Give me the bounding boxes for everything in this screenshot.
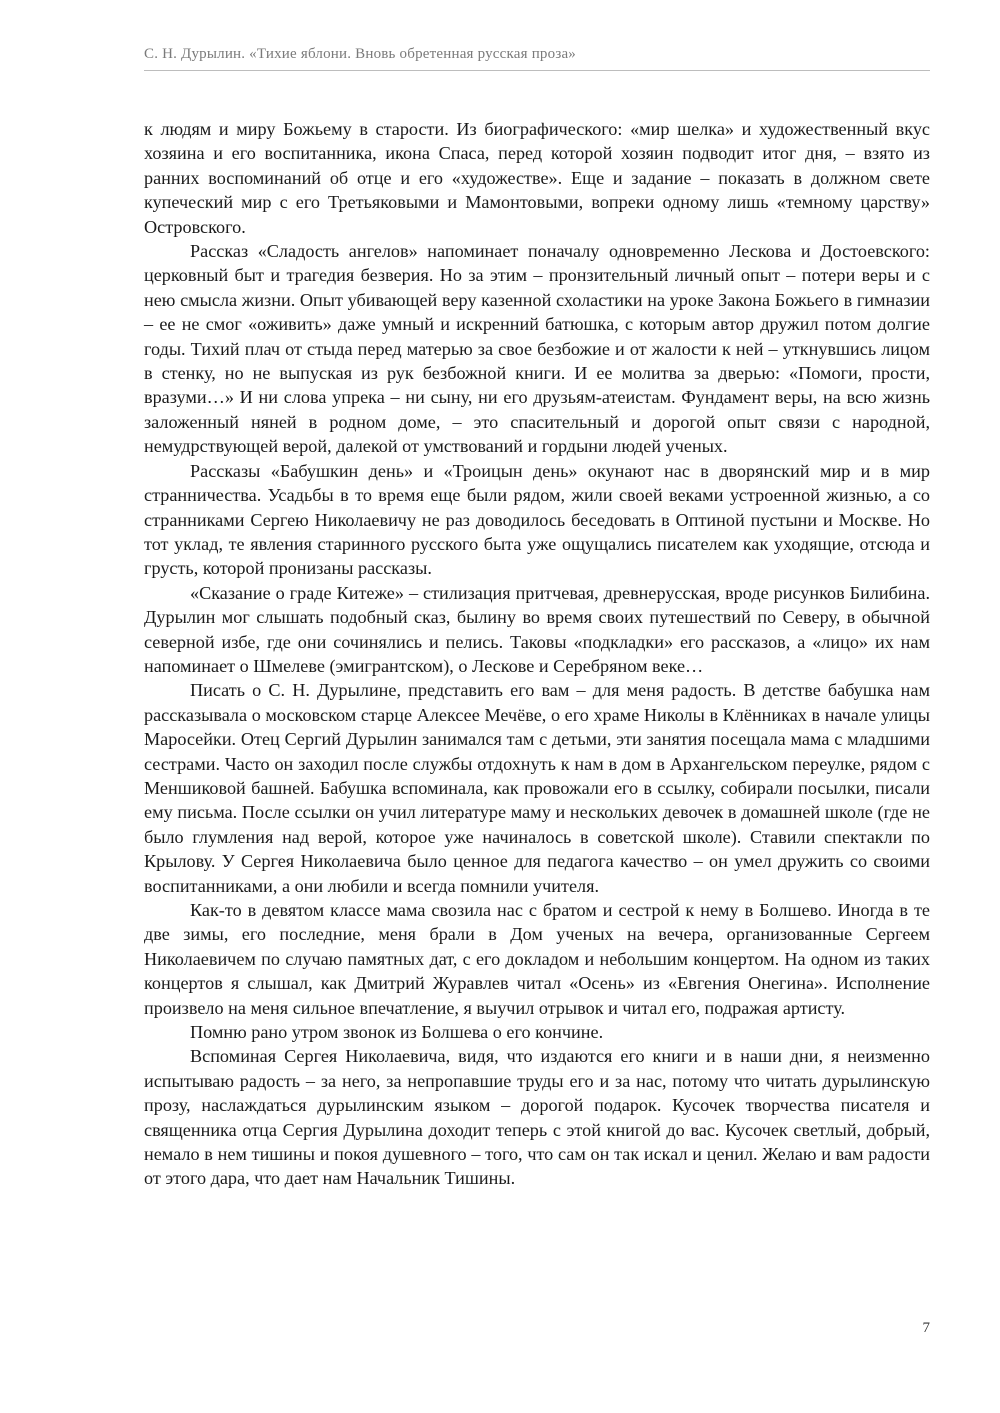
paragraph: Рассказы «Бабушкин день» и «Троицын день» окунают нас в дворянский мир и в мир странничества. Усадьбы в то время еще были рядом, жили своей веками устроенной жизнью, а со странниками Сергею Николаевичу не раз доводилось беседовать в Оптиной пустыни и Москве. Но тот уклад, те явления старинного русского быта уже ощущались писателем как уходящие, отсюда и грусть, которой пронизаны рассказы. bbox=[144, 460, 930, 579]
running-header: С. Н. Дурылин. «Тихие яблони. Вновь обретенная русская проза» bbox=[144, 46, 577, 62]
paragraph: Как-то в девятом классе мама свозила нас с братом и сестрой к нему в Болшево. Иногда в те две зимы, его последние, меня брали в Дом ученых на вечера, организованные Сергеем Николаевичем по случаю памятных дат, с его докладом и небольшим концертом. На одном из таких концертов я слышал, как Дмитрий Журавлев читал «Осень» из «Евгения Онегина». Исполнение произвело на меня сильное впечатление, я выучил отрывок и читал его, подражая артисту. bbox=[144, 900, 930, 1018]
paragraph: Рассказ «Сладость ангелов» напоминает поначалу одновременно Лескова и Достоевского: церковный быт и трагедия безверия. Но за этим – пронзительный личный опыт – потери веры и с нею смысла жизни. Опыт убивающей веру казенной схоластики на уроке Закона Божьего в гимназии – ее не смог «оживить» даже умный и искренний батюшка, с которым автор дружил потом долгие годы. Тихий плач от стыда перед матерью за свое безбожие и от жалости к ней – уткнувшись лицом в стенку, но не выпуская из рук безбожной книги. И ее молитва за дверью: «Помоги, прости, вразуми…» И ни слова упрека – ни сыну, ни его друзьям-атеистам. Фундамент веры, на всю жизнь заложенный няней в родном доме, – это спасительный и дорогой опыт связи с народной, немудрствующей верой, далекой от умствований и гордыни людей ученых. bbox=[144, 241, 930, 457]
page-number: 7 bbox=[922, 1320, 930, 1336]
paragraph: Помню рано утром звонок из Болшева о его кончине. bbox=[190, 1022, 604, 1043]
paragraph: Писать о С. Н. Дурылине, представить его вам – для меня радость. В детстве бабушка нам рассказывала о московском старце Алексее Мечёве, о его храме Николы в Клённиках в начале улицы Маросейки. Отец Сергий Дурылин занимался там с детьми, эти занятия посещала мама с младшими сестрами. Часто он заходил после службы отдохнуть к нам в дом в Архангельском переулке, рядом с Меншиковой башней. Бабушка вспоминала, как провожали его в ссылку, собирали посылки, писали ему письма. После ссылки он учил литературе маму и нескольких девочек в домашней школе (где не было глумления над верой, которое уже начиналось в советской школе). Ставили спектакли по Крылову. У Сергея Николаевича было ценное для педагога качество – он умел дружить со своими воспитанниками, а они любили и всегда помнили учителя. bbox=[144, 680, 930, 896]
paragraph: Вспоминая Сергея Николаевича, видя, что издаются его книги и в наши дни, я неизменно испытываю радость – за него, за непропавшие труды его и за нас, потому что читать дурылинскую прозу, наслаждаться дурылинским языком – дорогой подарок. Кусочек творчества писателя и священника отца Сергия Дурылина доходит теперь с этой книгой до вас. Кусочек светлый, добрый, немало в нем тишины и покоя душевного – того, что сам он так искал и ценил. Желаю и вам радости от этого дара, что дает нам Начальник Тишины. bbox=[144, 1046, 930, 1189]
paragraph: «Сказание о граде Китеже» – стилизация притчевая, древнерусская, вроде рисунков Билибина. Дурылин мог слышать подобный сказ, былину во время своих путешествий по Северу, в обычной северной избе, где они сочинялись и пелись. Таковы «подкладки» его рассказов, а «лицо» их нам напоминает о Шмелеве (эмигрантском), о Лескове и Серебряном веке… bbox=[144, 582, 930, 676]
body-text bbox=[144, 117, 930, 1191]
paragraph-continued: к людям и миру Божьему в старости. Из биографического: «мир шелка» и художественный вкус хозяина и его воспитанника, икона Спаса, перед которой хозяин подводит итог дня, – взято из ранних воспоминаний об отце и его «художестве». Еще и задание – показать в должном свете купеческий мир с его Третьяковыми и Мамонтовыми, вопреки одному лишь «темному царству» Островского. bbox=[144, 119, 930, 237]
header-divider bbox=[144, 70, 930, 71]
